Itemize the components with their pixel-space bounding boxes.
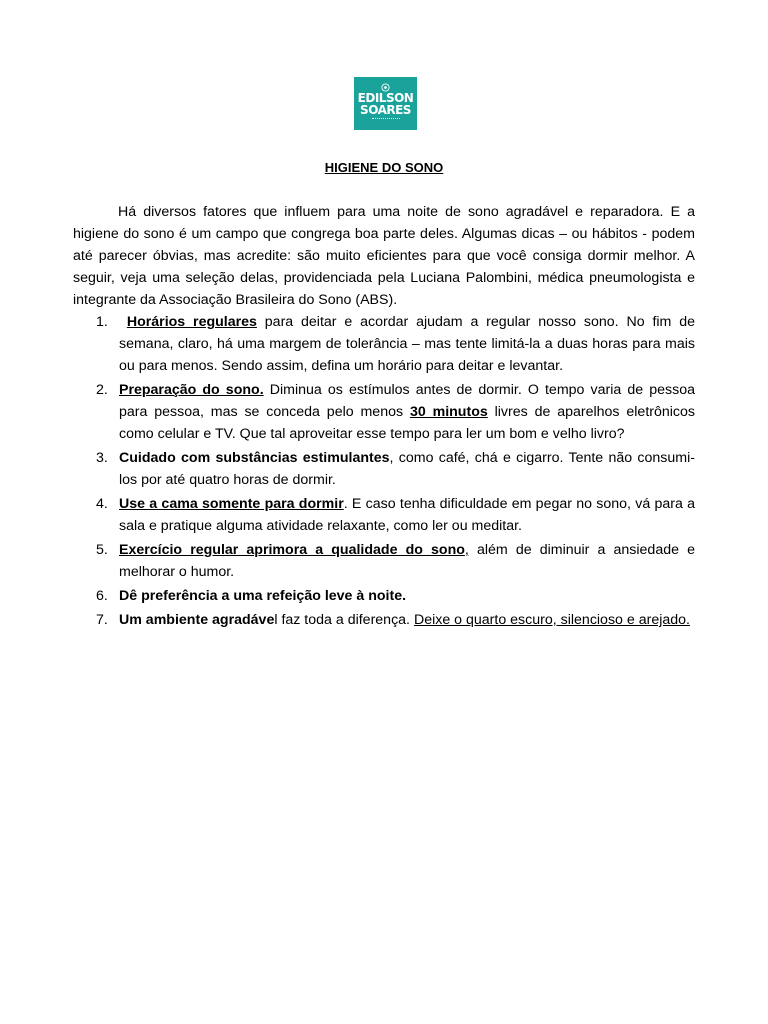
tip-text: . E caso tenha dificuldade em pegar no sono, vá para a sala e pratique alguma atividade relaxante, como ler ou meditar. (119, 496, 696, 534)
logo (354, 77, 417, 130)
logo-tagline-mark (372, 118, 400, 122)
tip-lead: Um ambiente agradáve (119, 612, 275, 628)
tip-emphasis: 30 minutos (409, 404, 488, 420)
tip-text: , como café, chá e cigarro. Tente não consumi-los por até quatro horas de dormir. (119, 450, 695, 488)
tip-3 (73, 447, 695, 491)
tip-text: l faz toda a diferença. (274, 612, 414, 628)
tip-number: 4. (96, 496, 108, 512)
tip-text: livres de aparelhos eletrônicos como celular e TV. Que tal aproveitar esse tempo para ler um bom e velho livro? (119, 404, 695, 442)
tip-lead-suffix: , (464, 542, 469, 558)
tip-lead: Use a cama somente para dormir (119, 496, 344, 512)
tip-lead: Exercício regular aprimora a qualidade do sono (119, 542, 465, 558)
logo-text-line1: EDILSON (357, 91, 414, 105)
tip-number: 6. (96, 588, 108, 604)
tip-2 (73, 379, 695, 445)
intro-paragraph: Há diversos fatores que influem para uma noite de sono agradável e reparadora. E a higiene do sono é um campo que congrega boa parte deles. Algumas dicas – ou hábitos - podem até parecer óbvias, mas acredite: são muito eficientes para que você consiga dormir melhor. A seguir, veja uma seleção delas, providenciada pela Luciana Palombini, médica pneumologista e integrante da Associação Brasileira do Sono (ABS). (73, 204, 695, 308)
tip-number: 1. (96, 314, 108, 330)
tip-lead: Cuidado com substâncias estimulantes (119, 450, 390, 466)
tip-text: Diminua os estímulos antes de dormir. O tempo varia de pessoa para pessoa, mas se conceda pelo menos (119, 382, 695, 420)
tip-underlined-text: Deixe o quarto escuro, silencioso e arejado. (413, 612, 690, 628)
tip-lead: Horários regulares (126, 314, 257, 330)
tip-4 (73, 493, 695, 537)
tip-number: 2. (96, 382, 108, 398)
tip-number: 7. (96, 612, 108, 628)
tip-1 (73, 311, 695, 377)
tip-text: para deitar e acordar ajudam a regular nosso sono. No fim de semana, claro, há uma margem de tolerância – mas tente limitá-la a duas horas para mais ou para menos. Sendo assim, defina um horário para deitar e levantar. (119, 314, 695, 374)
tip-5 (73, 539, 695, 583)
tip-lead: Preparação do sono. (119, 382, 264, 398)
tip-text: além de diminuir a ansiedade e melhorar o humor. (119, 542, 695, 580)
tip-6 (73, 585, 695, 607)
tip-number: 5. (96, 542, 108, 558)
document-title: HIGIENE DO SONO (324, 160, 444, 175)
tip-lead: Dê preferência a uma refeição leve à noite. (119, 588, 407, 604)
tips-list (73, 311, 695, 633)
tip-number: 3. (96, 450, 108, 466)
logo-text-line2: SOARES (360, 103, 411, 117)
tip-7 (73, 609, 695, 631)
